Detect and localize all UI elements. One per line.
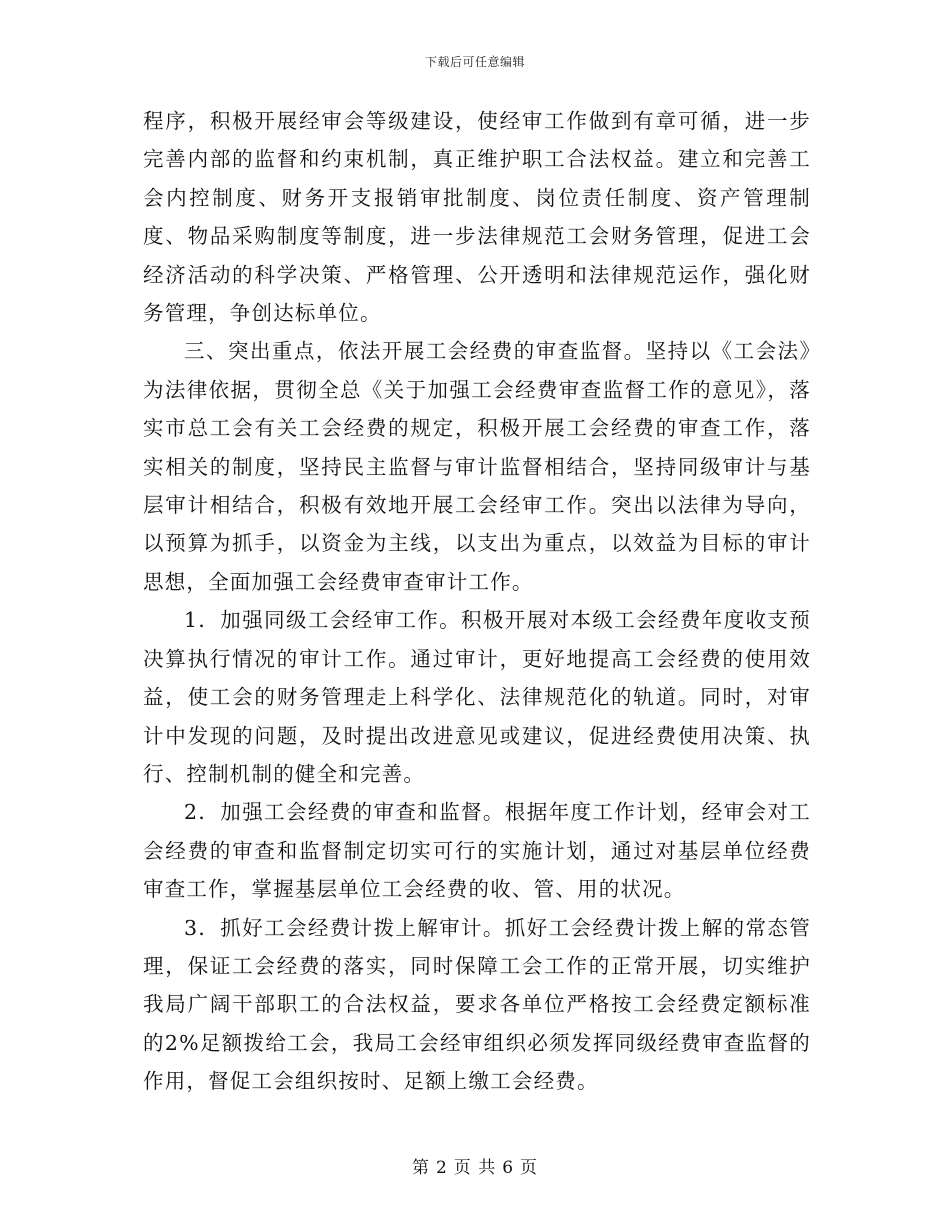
paragraph-continuation: 程序，积极开展经审会等级建设，使经审工作做到有章可循，进一步完善内部的监督和约束机制，真正维护职工合法权益。建立和完善工会内控制度、财务开支报销审批制度、岗位责任制度、资产管理制度、物品采购制度等制度，进一步法律规范工会财务管理，促进工会经济活动的科学决策、严格管理、公开透明和法律规范运作，强化财务管理，争创达标单位。 [143, 109, 811, 326]
paragraph-item-3: 3．抓好工会经费计拨上解审计。抓好工会经费计拨上解的常态管理，保证工会经费的落实，同时保障工会工作的正常开展，切实维护我局广阔干部职工的合法权益，要求各单位严格按工会经费定额标准的2%足额拨给工会，我局工会经审组织必须发挥同级经费审查监督的作用，督促工会组织按时、足额上缴工会经费。 [143, 915, 811, 1094]
footer-prefix: 第 [411, 1158, 430, 1178]
footer-page-number: 2 [435, 1158, 448, 1178]
paragraph-item-2: 2．加强工会经费的审查和监督。根据年度工作计划，经审会对工会经费的审查和监督制定切实可行的实施计划，通过对基层单位经费审查工作，掌握基层单位工会经费的收、管、用的状况。 [143, 800, 811, 902]
footer-suffix: 页 [520, 1158, 539, 1178]
paragraph-section-three: 三、突出重点，依法开展工会经费的审查监督。坚持以《工会法》为法律依据，贯彻全总《关于加强工会经费审查监督工作的意见》，落实市总工会有关工会经费的规定，积极开展工会经费的审查工作，落实相关的制度，坚持民主监督与审计监督相结合，坚持同级审计与基层审计相结合，积极有效地开展工会经审工作。突出以法律为导向，以预算为抓手，以资金为主线，以支出为重点，以效益为目标的审计思想，全面加强工会经费审查审计工作。 [143, 339, 811, 594]
page-header: 下载后可任意编辑 [424, 55, 525, 69]
footer-middle: 页 共 [453, 1158, 497, 1178]
document-body [143, 102, 811, 1101]
footer-total-pages: 6 [502, 1158, 515, 1178]
page-footer [0, 1153, 950, 1178]
paragraph-item-1: 1．加强同级工会经审工作。积极开展对本级工会经费年度收支预决算执行情况的审计工作。通过审计，更好地提高工会经费的使用效益，使工会的财务管理走上科学化、法律规范化的轨道。同时，对审计中发现的问题，及时提出改进意见或建议，促进经费使用决策、执行、控制机制的健全和完善。 [143, 608, 811, 786]
